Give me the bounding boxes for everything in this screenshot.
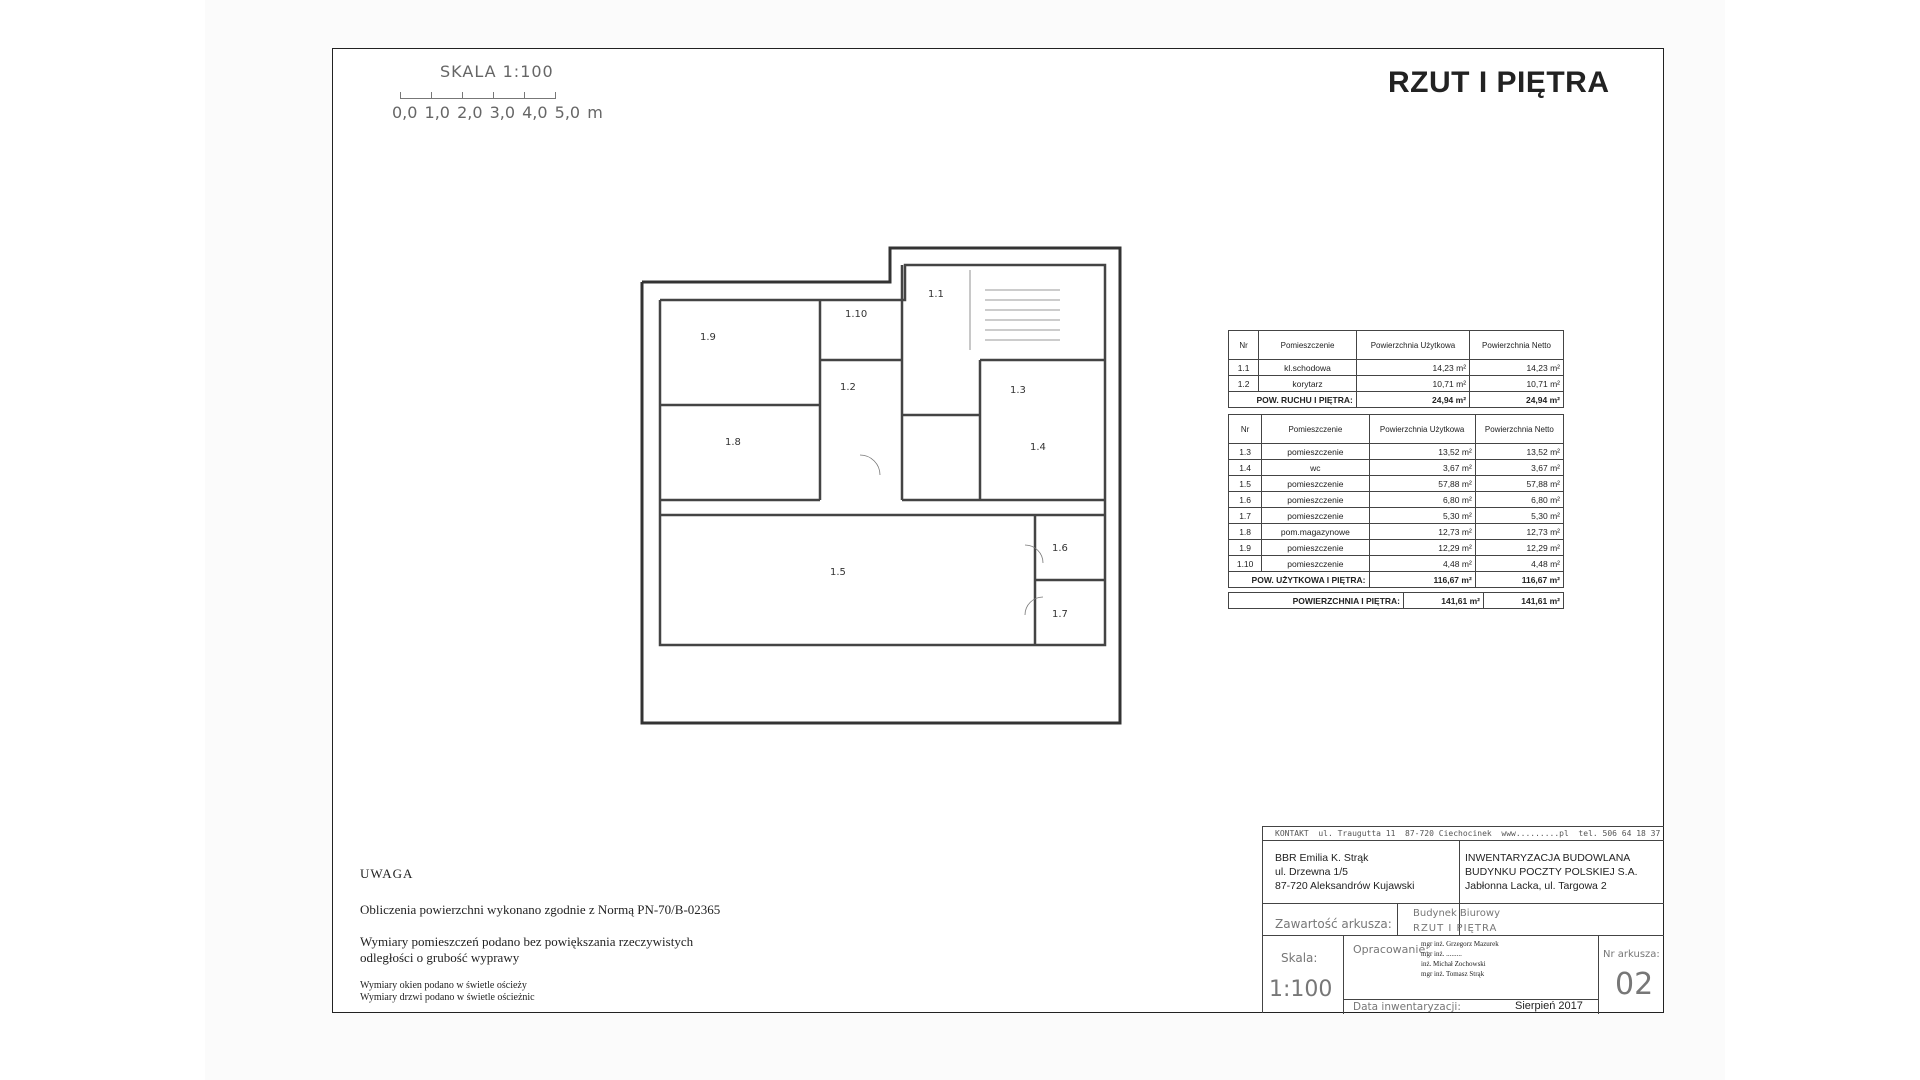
prepared-names: mgr inż. Grzegorz Mazurek mgr inż. ......... inż. Michał Zochowski mgr inż. Tomasz Strąk bbox=[1421, 940, 1499, 978]
col-room: Pomieszczenie bbox=[1262, 415, 1369, 444]
svg-text:1.7: 1.7 bbox=[1052, 609, 1068, 620]
notes-line-3: Wymiary okien podano w świetle ościeży Wymiary drzwi podano w świetle ościeżnic bbox=[360, 980, 535, 1003]
col-usable: Powierzchnia Użytkowa bbox=[1356, 331, 1469, 360]
table-row bbox=[1229, 556, 1564, 572]
col-room: Pomieszczenie bbox=[1259, 331, 1357, 360]
cell-net: 57,88 m² bbox=[1475, 476, 1563, 492]
total-usable: 116,67 m² bbox=[1369, 572, 1475, 588]
total-net: 141,61 m² bbox=[1484, 593, 1564, 609]
table-total-row bbox=[1229, 593, 1564, 609]
cell-nr: 1.6 bbox=[1229, 492, 1262, 508]
svg-text:1.6: 1.6 bbox=[1052, 543, 1068, 554]
table-row bbox=[1229, 524, 1564, 540]
notes bbox=[360, 866, 720, 1004]
svg-text:1.10: 1.10 bbox=[845, 309, 868, 320]
table-row bbox=[1229, 360, 1564, 376]
title-block bbox=[1262, 826, 1664, 1013]
col-net: Powierzchnia Netto bbox=[1470, 331, 1564, 360]
scale-label: Skala: bbox=[1281, 951, 1318, 965]
title-block-contact: KONTAKT ul. Traugutta 11 87-720 Ciechocinek www.........pl tel. 506 64 18 37 bbox=[1263, 827, 1664, 841]
cell-nr: 1.2 bbox=[1229, 376, 1259, 392]
cell-nr: 1.10 bbox=[1229, 556, 1262, 572]
scale-bar-ticks: 0,0 1,0 2,0 3,0 4,0 5,0 m bbox=[392, 103, 603, 122]
total-label: POW. RUCHU I PIĘTRA: bbox=[1229, 392, 1357, 408]
cell-nr: 1.1 bbox=[1229, 360, 1259, 376]
svg-text:1.2: 1.2 bbox=[840, 382, 856, 393]
cell-room: pomieszczenie bbox=[1262, 492, 1369, 508]
total-usable: 141,61 m² bbox=[1404, 593, 1484, 609]
cell-usable: 14,23 m² bbox=[1356, 360, 1469, 376]
project-name: INWENTARYZACJA BUDOWLANA BUDYNKU POCZTY POLSKIEJ S.A. Jabłonna Lacka, ul. Targowa 2 bbox=[1465, 852, 1638, 892]
table-row bbox=[1229, 460, 1564, 476]
cell-room: wc bbox=[1262, 460, 1369, 476]
sheet-number-label: Nr arkusza: bbox=[1603, 949, 1660, 960]
floor-plan bbox=[640, 245, 1122, 725]
content-label: Zawartość arkusza: bbox=[1275, 917, 1392, 931]
svg-text:1.1: 1.1 bbox=[928, 289, 944, 300]
cell-nr: 1.3 bbox=[1229, 444, 1262, 460]
col-net: Powierzchnia Netto bbox=[1475, 415, 1563, 444]
cell-nr: 1.9 bbox=[1229, 540, 1262, 556]
table-row bbox=[1229, 444, 1564, 460]
cell-room: pomieszczenie bbox=[1262, 556, 1369, 572]
svg-text:1.8: 1.8 bbox=[725, 437, 741, 448]
cell-nr: 1.4 bbox=[1229, 460, 1262, 476]
cell-usable: 4,48 m² bbox=[1369, 556, 1475, 572]
notes-line-2: Wymiary pomieszczeń podano bez powiększania rzeczywistych odległości o grubość wyprawy bbox=[360, 934, 694, 965]
total-label: POWIERZCHNIA I PIĘTRA: bbox=[1229, 593, 1404, 609]
cell-net: 14,23 m² bbox=[1470, 360, 1564, 376]
cell-net: 12,29 m² bbox=[1475, 540, 1563, 556]
cell-nr: 1.8 bbox=[1229, 524, 1262, 540]
table-row bbox=[1229, 540, 1564, 556]
svg-text:1.9: 1.9 bbox=[700, 332, 716, 343]
cell-net: 10,71 m² bbox=[1470, 376, 1564, 392]
table-row bbox=[1229, 508, 1564, 524]
cell-net: 3,67 m² bbox=[1475, 460, 1563, 476]
cell-room: pomieszczenie bbox=[1262, 540, 1369, 556]
scale-value: 1:100 bbox=[1269, 977, 1333, 1002]
cell-net: 4,48 m² bbox=[1475, 556, 1563, 572]
survey-date-label: Data inwentaryzacji: bbox=[1353, 1001, 1461, 1013]
firm-address: BBR Emilia K. Strąk ul. Drzewna 1/5 87-720 Aleksandrów Kujawski bbox=[1275, 852, 1415, 892]
scale-bar bbox=[392, 62, 603, 122]
cell-room: pomieszczenie bbox=[1262, 444, 1369, 460]
cell-usable: 6,80 m² bbox=[1369, 492, 1475, 508]
cell-usable: 10,71 m² bbox=[1356, 376, 1469, 392]
total-net: 116,67 m² bbox=[1475, 572, 1563, 588]
notes-line-1: Obliczenia powierzchni wykonano zgodnie z Normą PN-70/B-02365 bbox=[360, 902, 721, 917]
cell-room: kl.schodowa bbox=[1259, 360, 1357, 376]
content-sheet-title: RZUT I PIĘTRA bbox=[1413, 923, 1498, 934]
cell-usable: 13,52 m² bbox=[1369, 444, 1475, 460]
table-row bbox=[1229, 492, 1564, 508]
total-usable: 24,94 m² bbox=[1356, 392, 1469, 408]
col-nr: Nr bbox=[1229, 331, 1259, 360]
cell-room: pom.magazynowe bbox=[1262, 524, 1369, 540]
cell-net: 13,52 m² bbox=[1475, 444, 1563, 460]
table-row bbox=[1229, 376, 1564, 392]
cell-usable: 12,73 m² bbox=[1369, 524, 1475, 540]
col-usable: Powierzchnia Użytkowa bbox=[1369, 415, 1475, 444]
cell-room: korytarz bbox=[1259, 376, 1357, 392]
cell-nr: 1.7 bbox=[1229, 508, 1262, 524]
table-total-row bbox=[1229, 572, 1564, 588]
table-row bbox=[1229, 476, 1564, 492]
cell-usable: 12,29 m² bbox=[1369, 540, 1475, 556]
sheet-number: 02 bbox=[1615, 967, 1654, 1002]
svg-text:1.5: 1.5 bbox=[830, 567, 846, 578]
cell-net: 6,80 m² bbox=[1475, 492, 1563, 508]
svg-text:1.4: 1.4 bbox=[1030, 442, 1046, 453]
total-net: 24,94 m² bbox=[1470, 392, 1564, 408]
scale-bar-line bbox=[400, 92, 556, 99]
cell-usable: 57,88 m² bbox=[1369, 476, 1475, 492]
notes-heading: UWAGA bbox=[360, 866, 414, 881]
total-label: POW. UŻYTKOWA I PIĘTRA: bbox=[1229, 572, 1370, 588]
drawing-title: RZUT I PIĘTRA bbox=[1388, 66, 1610, 99]
cell-usable: 5,30 m² bbox=[1369, 508, 1475, 524]
svg-text:1.3: 1.3 bbox=[1010, 385, 1026, 396]
cell-usable: 3,67 m² bbox=[1369, 460, 1475, 476]
cell-room: pomieszczenie bbox=[1262, 476, 1369, 492]
col-nr: Nr bbox=[1229, 415, 1262, 444]
scale-bar-label: SKALA 1:100 bbox=[440, 62, 554, 81]
circulation-area-table bbox=[1228, 330, 1564, 408]
cell-net: 5,30 m² bbox=[1475, 508, 1563, 524]
floor-total-table bbox=[1228, 592, 1564, 609]
survey-date: Sierpień 2017 bbox=[1515, 1000, 1583, 1012]
content-building: Budynek Biurowy bbox=[1413, 908, 1501, 919]
table-total-row bbox=[1229, 392, 1564, 408]
cell-nr: 1.5 bbox=[1229, 476, 1262, 492]
prepared-label: Opracowanie: bbox=[1353, 943, 1429, 956]
cell-room: pomieszczenie bbox=[1262, 508, 1369, 524]
usable-area-table bbox=[1228, 414, 1564, 588]
cell-net: 12,73 m² bbox=[1475, 524, 1563, 540]
